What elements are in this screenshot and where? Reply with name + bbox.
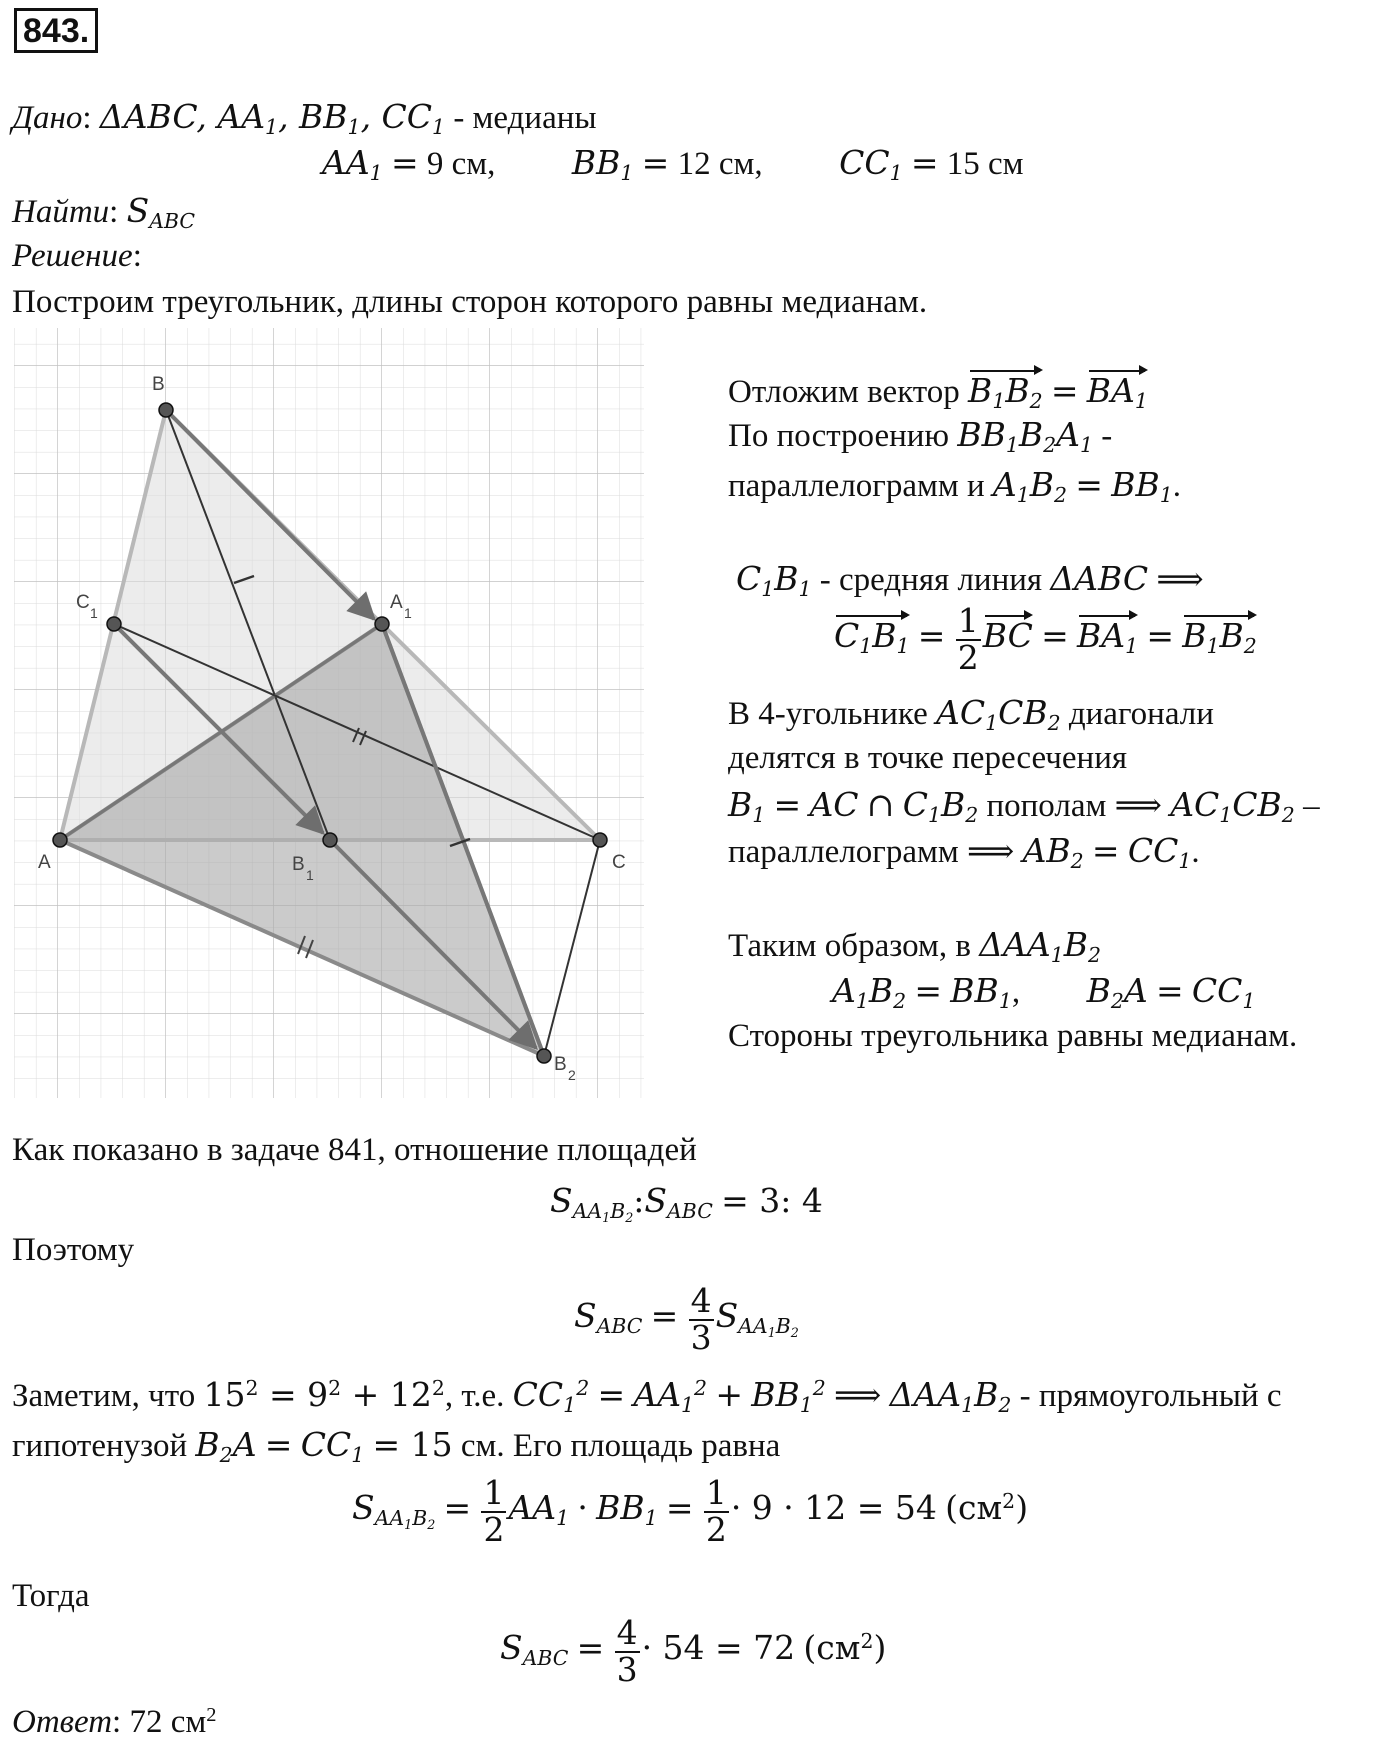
- label-c1: C: [76, 592, 90, 613]
- answer-label: Ответ: [12, 1704, 113, 1740]
- body-p5: Тогда: [12, 1578, 90, 1614]
- geometry-figure: [14, 328, 644, 1098]
- right-line-8: параллелограмм ⟹ $AB_2 = CC_1$.: [728, 831, 1200, 874]
- label-b2: B: [554, 1054, 567, 1075]
- right-text-1: Отложим вектор: [728, 374, 960, 410]
- right-text-2: По построению: [728, 418, 950, 454]
- label-b2-sub: 2: [568, 1067, 576, 1083]
- body-p3b: , т.е.: [444, 1378, 505, 1414]
- problem-number: 843.: [14, 8, 98, 53]
- given-label: Дано: [12, 100, 83, 136]
- triangle-area-formula: $S_{AA_1B_2}$ = $\frac{1}{2}$ $AA_1 \cdot BB_1$ = $\frac{1}{2}$ · 9 · 12 = 54 $(см^2)$: [352, 1473, 1029, 1549]
- right-line-5: В 4-угольнике $AC_1CB_2$ диагонали: [728, 693, 1214, 736]
- point-a: [53, 833, 67, 847]
- unit-2: (см: [803, 1628, 861, 1668]
- right-text-9: Таким образом, в: [728, 928, 971, 964]
- right-line-3: параллелограмм и $A_1B_2 = BB_1$.: [728, 465, 1181, 508]
- right-line-1: Отложим вектор $B_1B_2 = BA_1$: [728, 368, 1148, 409]
- answer-line: Ответ: 72 $см^2$: [12, 1703, 217, 1740]
- point-c1: [107, 617, 121, 631]
- ratio-formula: $S_{AA_1B_2}:S_{ABC} = 3$: 4: [550, 1181, 823, 1225]
- label-b1: B: [292, 854, 305, 875]
- point-b: [159, 403, 173, 417]
- point-b2: [537, 1049, 551, 1063]
- point-a1: [375, 617, 389, 631]
- body-p3a: Заметим, что: [12, 1378, 196, 1414]
- right-text-5b: диагонали: [1068, 696, 1214, 732]
- right-text-4: - средняя линия: [819, 562, 1043, 598]
- right-line-9: Таким образом, в $\Delta AA_1B_2$: [728, 925, 1101, 968]
- given-text: - медианы: [453, 100, 597, 136]
- point-c: [593, 833, 607, 847]
- body-p3: Заметим, что $15^2 = 9^2 + 12^2$, т.е. $CC_1^2 = AA_1^2 + BB_1^2$ ⟹ $\Delta AA_1B_2$ - прямоугольный с: [12, 1375, 1282, 1418]
- body-p1: Как показано в задаче 841, отношение площадей: [12, 1132, 697, 1168]
- body-p2: Поэтому: [12, 1232, 135, 1268]
- label-c: C: [612, 852, 626, 873]
- area-formula: $S_{ABC}$ = $\frac{4}{3}$ $S_{AA_1B_2}$: [574, 1281, 799, 1357]
- cc1-value: 15 см: [946, 146, 1024, 182]
- label-b1-sub: 1: [306, 867, 314, 883]
- bb1-value: 12 см,: [677, 146, 763, 182]
- body-p3c: - прямоугольный с: [1019, 1378, 1282, 1414]
- given-values: $AA_1 = 9$ см, $BB_1 = 12$ см, $CC_1 = 15$ см: [322, 143, 1024, 186]
- label-a1-sub: 1: [404, 605, 412, 621]
- body-p4a: гипотенузой: [12, 1428, 188, 1464]
- right-line-7: $B_1$ = AC ∩ $C_1B_2$ пополам ⟹ $AC_1CB_2$ –: [728, 785, 1320, 828]
- right-line-2: По построению $BB_1B_2A_1$ -: [728, 415, 1113, 458]
- right-text-5: В 4-угольнике: [728, 696, 928, 732]
- label-a1: A: [390, 592, 403, 613]
- right-text-7: пополам: [986, 788, 1107, 824]
- point-b1: [323, 833, 337, 847]
- aa1-value: 9 см,: [426, 146, 496, 182]
- right-line-4: $C_1B_1$ - средняя линия ΔABC ⟹: [736, 559, 1204, 602]
- body-p4: гипотенузой $B_2A = CC_1 = 15$ см. Его площадь равна: [12, 1425, 781, 1468]
- right-line-11: Стороны треугольника равны медианам.: [728, 1018, 1298, 1054]
- answer-value: : 72 см: [112, 1704, 207, 1740]
- find-line: Найти: $S_{ABC}$: [12, 191, 195, 234]
- right-line-10: $A_1B_2 = BB_1$, $B_2A = CC_1$: [832, 971, 1256, 1014]
- label-c1-sub: 1: [90, 605, 98, 621]
- label-a: A: [38, 852, 51, 873]
- right-vector-eq: $C_1B_1$ = $\frac{1}{2}$ BC = $BA_1 = B_1B_2$: [834, 601, 1257, 677]
- final-formula: $S_{ABC}$ = $\frac{4}{3}$ · 54 = 72 $(см^2)$: [500, 1613, 887, 1689]
- label-b: B: [152, 374, 165, 395]
- body-p4b: см. Его площадь равна: [460, 1428, 781, 1464]
- given-line: Дано: ΔABC, $AA_1$, $BB_1$, $CC_1$ - медианы: [12, 97, 597, 140]
- unit-1: (см: [945, 1488, 1003, 1528]
- right-text-3: параллелограмм и: [728, 468, 985, 504]
- right-text-8: параллелограмм: [728, 834, 959, 870]
- find-label: Найти: [12, 194, 110, 230]
- right-line-6: делятся в точке пересечения: [728, 740, 1128, 776]
- intro-text: Построим треугольник, длины сторон которого равны медианам.: [12, 284, 928, 320]
- solution-line: Решение:: [12, 238, 142, 274]
- solution-label: Решение: [12, 238, 133, 274]
